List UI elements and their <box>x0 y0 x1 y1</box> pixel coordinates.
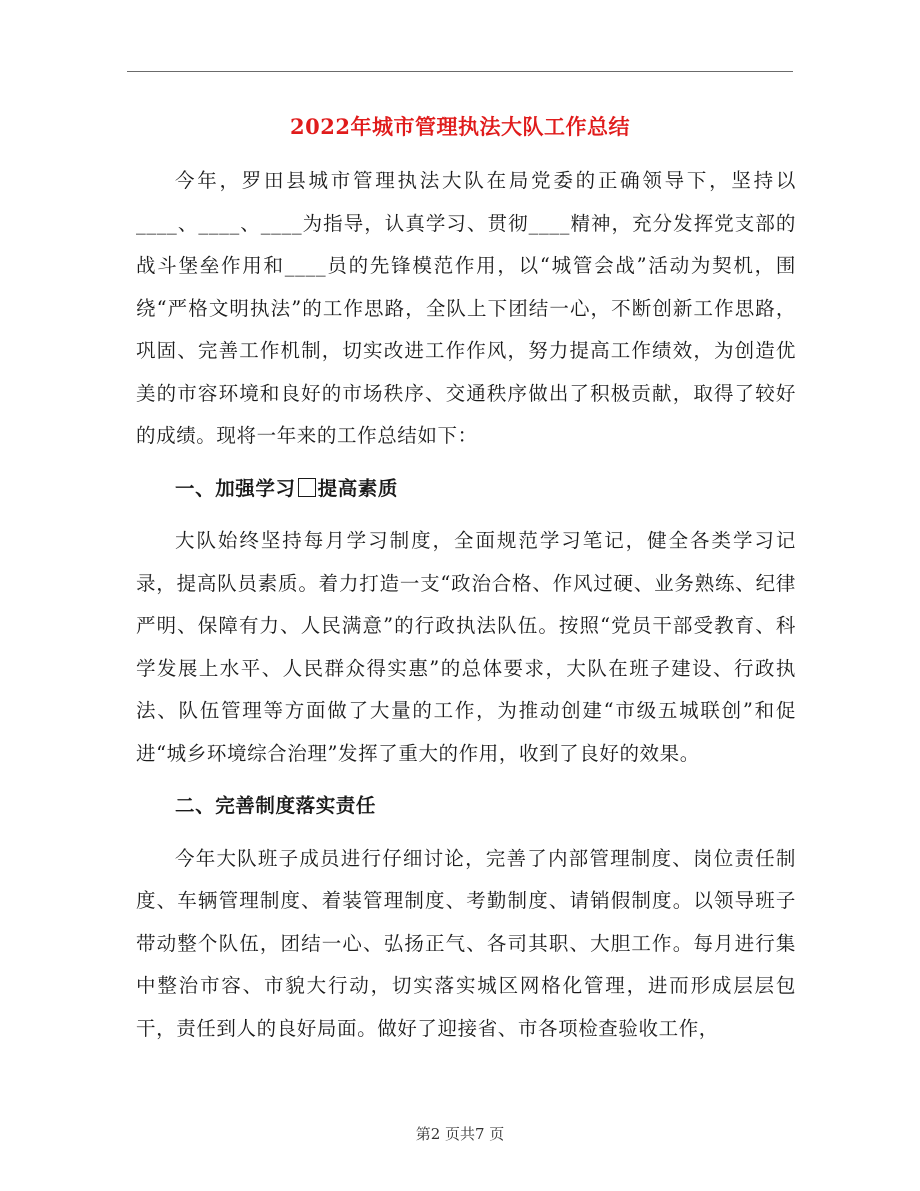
section-1-heading <box>136 458 796 521</box>
section-1-heading-part1: 一、加强学习 <box>175 476 296 500</box>
page-number-footer: 第2 页共7 页 <box>415 1125 505 1143</box>
section-2-heading: 二、完善制度落实责任 <box>175 794 377 817</box>
intro-paragraph: 今年，罗田县城市管理执法大队在局党委的正确领导下，坚持以____、____、____为指导，认真学习、贯彻____精神，充分发挥党支部的战斗堡垒作用和____员的先锋模范作用，以“城管会战”活动为契机，围绕“严格文明执法”的工作思路，全队上下团结一心，不断创新工作思路，巩固、完善工作机制，切实改进工作作风，努力提高工作绩效，为创造优美的市容环境和良好的市场秩序、交通秩序做出了积极贡献，取得了较好的成绩。现将一年来的工作总结如下： <box>136 169 796 447</box>
missing-glyph-box-icon <box>298 478 316 497</box>
header-rule <box>127 71 793 72</box>
section-2-paragraph: 今年大队班子成员进行仔细讨论，完善了内部管理制度、岗位责任制度、车辆管理制度、着装管理制度、考勤制度、请销假制度。以领导班子带动整个队伍，团结一心、弘扬正气、各司其职、大胆工作。每月进行集中整治市容、市貌大行动，切实落实城区网格化管理，进而形成层层包干，责任到人的良好局面。做好了迎接省、市各项检查验收工作， <box>136 846 796 1040</box>
document-body <box>136 160 796 1050</box>
section-1-heading-part2: 提高素质 <box>317 476 399 500</box>
document-title: 2022年城市管理执法大队工作总结 <box>290 114 630 139</box>
section-1-paragraph: 大队始终坚持每月学习制度，全面规范学习笔记，健全各类学习记录，提高队员素质。着力打造一支“政治合格、作风过硬、业务熟练、纪律严明、保障有力、人民满意”的行政执法队伍。按照“党员干部受教育、科学发展上水平、人民群众得实惠”的总体要求，大队在班子建设、行政执法、队伍管理等方面做了大量的工作，为推动创建“市级五城联创”和促进“城乡环境综合治理”发挥了重大的作用，收到了良好的效果。 <box>136 529 796 765</box>
